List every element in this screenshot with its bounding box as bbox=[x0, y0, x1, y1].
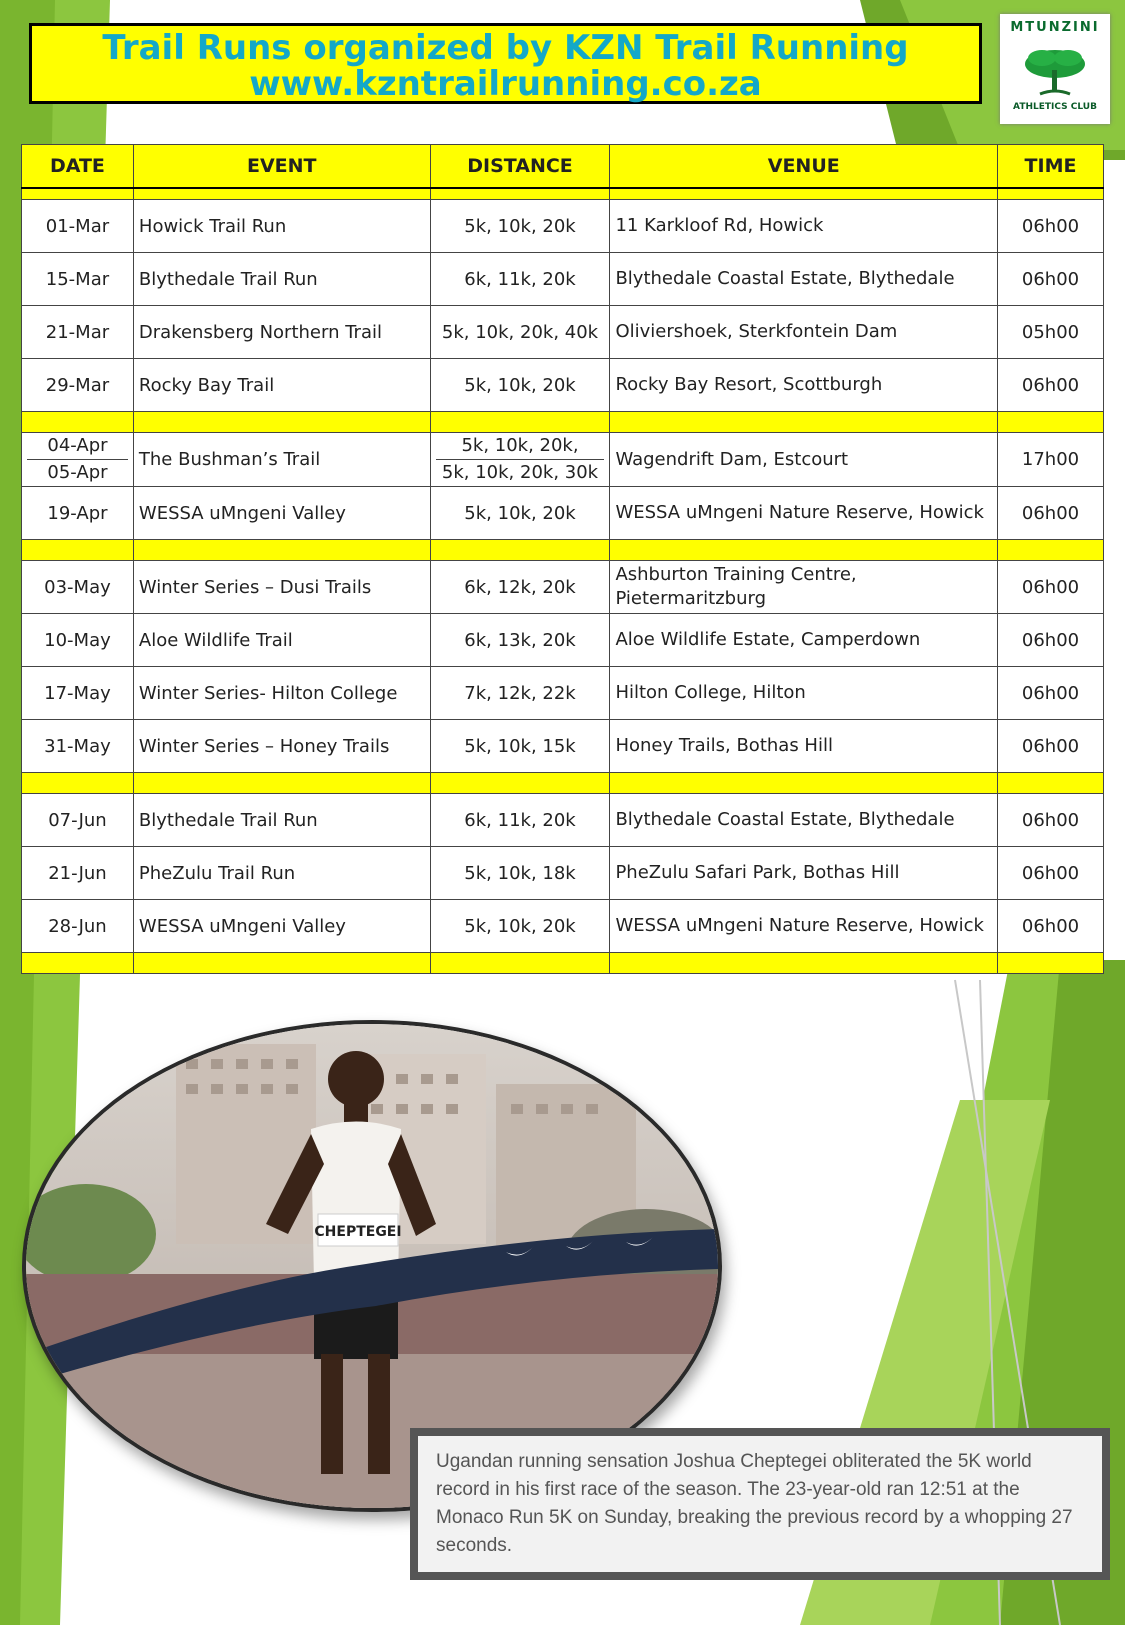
table-row bbox=[22, 847, 1104, 900]
title-line: Trail Runs organized by KZN Trail Running bbox=[102, 28, 909, 68]
distance-cell: 6k, 12k, 20k bbox=[430, 561, 610, 614]
event-cell: Drakensberg Northern Trail bbox=[133, 306, 430, 359]
distance-cell: 6k, 13k, 20k bbox=[430, 614, 610, 667]
table-row bbox=[22, 614, 1104, 667]
table-row bbox=[22, 667, 1104, 720]
trail-run-schedule-table bbox=[21, 144, 1104, 974]
event-cell: Howick Trail Run bbox=[133, 200, 430, 253]
title-banner bbox=[29, 23, 982, 104]
event-cell: WESSA uMngeni Valley bbox=[133, 487, 430, 540]
event-cell: Aloe Wildlife Trail bbox=[133, 614, 430, 667]
caption-text: Ugandan running sensation Joshua Cheptegei obliterated the 5K world record in his first race of the season. The 23-year-old ran 12:51 at the Monaco Run 5K on Sunday, breaking the previous record by a whopping 27 seconds. bbox=[436, 1451, 1073, 1556]
event-cell: PheZulu Trail Run bbox=[133, 847, 430, 900]
date-cell: 01-Mar bbox=[22, 200, 134, 253]
time-cell: 06h00 bbox=[998, 847, 1104, 900]
venue-cell: Wagendrift Dam, Estcourt bbox=[610, 433, 998, 487]
time-cell: 06h00 bbox=[998, 487, 1104, 540]
table-row bbox=[22, 433, 1104, 487]
table-header-row bbox=[22, 145, 1104, 189]
distance-cell: 5k, 10k, 20k bbox=[430, 359, 610, 412]
month-separator bbox=[22, 773, 1104, 794]
venue-cell: Ashburton Training Centre, Pietermaritzburg bbox=[610, 561, 998, 614]
distance-cell: 5k, 10k, 20k bbox=[430, 900, 610, 953]
column-header-venue: VENUE bbox=[610, 145, 998, 189]
month-separator bbox=[22, 188, 1104, 200]
time-cell: 17h00 bbox=[998, 433, 1104, 487]
table-row bbox=[22, 561, 1104, 614]
date-cell: 17-May bbox=[22, 667, 134, 720]
venue-cell: WESSA uMngeni Nature Reserve, Howick bbox=[610, 487, 998, 540]
time-cell: 06h00 bbox=[998, 359, 1104, 412]
date-cell: 29-Mar bbox=[22, 359, 134, 412]
logo-bottom-text: ATHLETICS CLUB bbox=[1013, 102, 1097, 112]
date-day-one: 04-Apr bbox=[27, 433, 128, 460]
distance-cell: 5k, 10k, 20k bbox=[430, 200, 610, 253]
venue-cell: Blythedale Coastal Estate, Blythedale bbox=[610, 794, 998, 847]
time-cell: 05h00 bbox=[998, 306, 1104, 359]
time-cell: 06h00 bbox=[998, 200, 1104, 253]
website-url[interactable]: www.kzntrailrunning.co.za bbox=[249, 64, 762, 104]
time-cell: 06h00 bbox=[998, 253, 1104, 306]
table-row bbox=[22, 306, 1104, 359]
club-logo bbox=[1000, 14, 1110, 124]
date-cell: 10-May bbox=[22, 614, 134, 667]
column-header-time: TIME bbox=[998, 145, 1104, 189]
date-cell bbox=[22, 433, 134, 487]
table-row bbox=[22, 900, 1104, 953]
distance-day-two: 5k, 10k, 20k, 30k bbox=[441, 462, 599, 483]
event-cell: Blythedale Trail Run bbox=[133, 794, 430, 847]
time-cell: 06h00 bbox=[998, 614, 1104, 667]
column-header-date: DATE bbox=[22, 145, 134, 189]
date-day-two: 05-Apr bbox=[47, 462, 108, 483]
event-cell: Winter Series – Dusi Trails bbox=[133, 561, 430, 614]
event-cell: Winter Series – Honey Trails bbox=[133, 720, 430, 773]
date-cell: 15-Mar bbox=[22, 253, 134, 306]
table-row bbox=[22, 359, 1104, 412]
time-cell: 06h00 bbox=[998, 720, 1104, 773]
event-cell: WESSA uMngeni Valley bbox=[133, 900, 430, 953]
time-cell: 06h00 bbox=[998, 900, 1104, 953]
date-cell: 03-May bbox=[22, 561, 134, 614]
venue-cell: Oliviershoek, Sterkfontein Dam bbox=[610, 306, 998, 359]
distance-cell bbox=[430, 433, 610, 487]
date-cell: 28-Jun bbox=[22, 900, 134, 953]
venue-cell: PheZulu Safari Park, Bothas Hill bbox=[610, 847, 998, 900]
distance-day-one: 5k, 10k, 20k, bbox=[436, 433, 605, 460]
event-cell: Rocky Bay Trail bbox=[133, 359, 430, 412]
month-separator bbox=[22, 412, 1104, 433]
venue-cell: WESSA uMngeni Nature Reserve, Howick bbox=[610, 900, 998, 953]
table-row bbox=[22, 487, 1104, 540]
month-separator bbox=[22, 540, 1104, 561]
table-row bbox=[22, 200, 1104, 253]
time-cell: 06h00 bbox=[998, 561, 1104, 614]
date-cell: 07-Jun bbox=[22, 794, 134, 847]
column-header-distance: DISTANCE bbox=[430, 145, 610, 189]
logo-top-text: MTUNZINI bbox=[1010, 20, 1100, 35]
event-cell: The Bushman’s Trail bbox=[133, 433, 430, 487]
table-row bbox=[22, 794, 1104, 847]
date-cell: 21-Mar bbox=[22, 306, 134, 359]
venue-cell: Hilton College, Hilton bbox=[610, 667, 998, 720]
event-cell: Winter Series- Hilton College bbox=[133, 667, 430, 720]
distance-cell: 7k, 12k, 22k bbox=[430, 667, 610, 720]
venue-cell: Blythedale Coastal Estate, Blythedale bbox=[610, 253, 998, 306]
distance-cell: 6k, 11k, 20k bbox=[430, 794, 610, 847]
column-header-event: EVENT bbox=[133, 145, 430, 189]
distance-cell: 6k, 11k, 20k bbox=[430, 253, 610, 306]
distance-cell: 5k, 10k, 18k bbox=[430, 847, 610, 900]
venue-cell: Honey Trails, Bothas Hill bbox=[610, 720, 998, 773]
venue-cell: Rocky Bay Resort, Scottburgh bbox=[610, 359, 998, 412]
table-row bbox=[22, 253, 1104, 306]
event-cell: Blythedale Trail Run bbox=[133, 253, 430, 306]
table-row bbox=[22, 720, 1104, 773]
time-cell: 06h00 bbox=[998, 667, 1104, 720]
time-cell: 06h00 bbox=[998, 794, 1104, 847]
venue-cell: 11 Karkloof Rd, Howick bbox=[610, 200, 998, 253]
date-cell: 31-May bbox=[22, 720, 134, 773]
date-cell: 19-Apr bbox=[22, 487, 134, 540]
date-cell: 21-Jun bbox=[22, 847, 134, 900]
bib-text: CHEPTEGEI bbox=[314, 1224, 402, 1240]
distance-cell: 5k, 10k, 20k bbox=[430, 487, 610, 540]
news-caption bbox=[410, 1428, 1110, 1580]
month-separator bbox=[22, 953, 1104, 974]
distance-cell: 5k, 10k, 20k, 40k bbox=[430, 306, 610, 359]
distance-cell: 5k, 10k, 15k bbox=[430, 720, 610, 773]
venue-cell: Aloe Wildlife Estate, Camperdown bbox=[610, 614, 998, 667]
